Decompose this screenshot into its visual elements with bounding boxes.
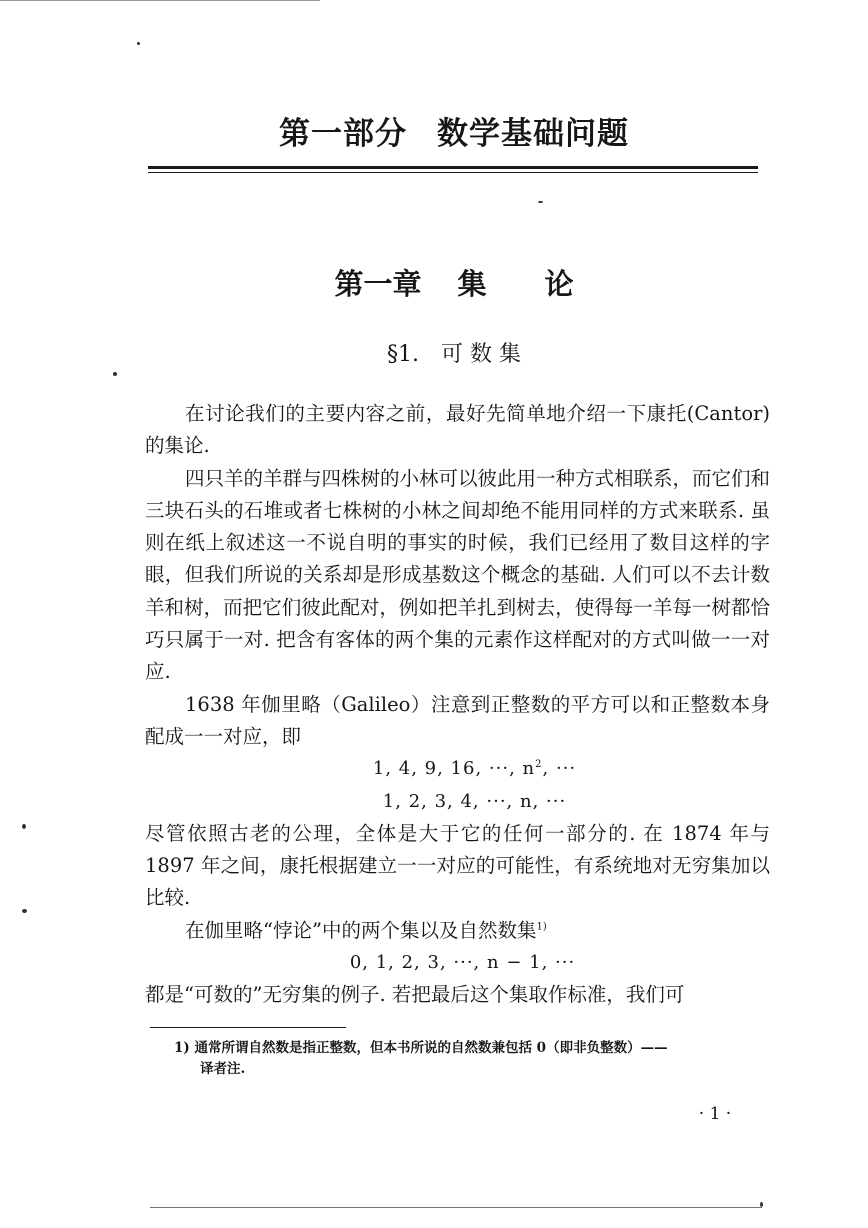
paragraph-paradox-text: 在伽里略“悖论”中的两个集以及自然数集	[185, 918, 537, 942]
scan-edge-bottom	[150, 1207, 762, 1208]
part-title	[150, 108, 758, 153]
footnote-rule	[150, 1027, 346, 1028]
formula-squares	[145, 753, 770, 785]
paragraph-countable: 都是“可数的”无穷集的例子. 若把最后这个集取作标准，我们可	[145, 983, 685, 1007]
paragraph-cantor: 尽管依照古老的公理，全体是大于它的任何一部分的. 在 1874 年与 1897 年之间，康托根据建立一一对应的可能性，有系统地对无穷集加以比较.	[145, 821, 770, 910]
part-title-prefix: 第一部分	[279, 116, 407, 152]
scan-speck	[137, 42, 140, 45]
section-number: §1.	[387, 342, 419, 367]
paragraph-galileo: 1638 年伽里略（Galileo）注意到正整数的平方可以和正整数本身配成一一对应，即	[145, 692, 770, 748]
body-text	[145, 398, 770, 1012]
chapter-title-part1: 第一章	[334, 267, 422, 301]
scan-speck	[113, 372, 117, 376]
scan-speck	[22, 909, 27, 913]
title-rule-thin	[148, 172, 758, 173]
section-label: 可 数 集	[441, 342, 521, 367]
scan-edge-top	[0, 0, 320, 1]
page-number: · 1 ·	[698, 1104, 732, 1124]
scan-speck	[760, 1202, 763, 1207]
section-title	[150, 337, 758, 368]
scan-speck	[22, 824, 26, 829]
footnote	[174, 1038, 774, 1080]
paragraph-sheep-trees: 四只羊的羊群与四株树的小林可以彼此用一种方式相联系，而它们和三块石头的石堆或者七株树的小林之间却绝不能用同样的方式来联系. 虽则在纸上叙述这一不说自明的事实的时候，我们已经用了数目这样的字眼，但我们所说的关系却是形成基数这个概念的基础. 人们可以不去计数羊和树，而把它们彼此配对，例如把羊扎到树去，使得每一羊每一树都恰巧只属于一对. 把含有客体的两个集的元素作这样配对的方式叫做一一对应.	[145, 466, 771, 684]
footnote-reference: 1)	[536, 921, 547, 933]
chapter-title-part2: 集	[457, 267, 487, 301]
chapter-title-part3: 论	[544, 267, 574, 301]
part-title-main: 数学基础问题	[437, 116, 629, 152]
paragraph-paradox	[145, 915, 770, 947]
title-rule-thick	[148, 166, 758, 169]
footnote-text: 通常所谓自然数是指正整数，但本书所说的自然数兼包括 0（即非负整数）——	[194, 1040, 668, 1056]
paragraph-intro: 在讨论我们的主要内容之前，最好先简单地介绍一下康托(Cantor) 的集论.	[145, 402, 770, 458]
chapter-title	[150, 262, 758, 303]
footnote-line2: 译者注.	[200, 1061, 246, 1077]
footnote-line1	[174, 1038, 774, 1059]
formula-squares-pre: 1, 4, 9, 16, ···, n	[372, 758, 536, 780]
scan-speck	[538, 201, 543, 203]
formula-squares-post: , ···	[542, 758, 577, 780]
formula-naturals: 1, 2, 3, 4, ···, n, ···	[382, 790, 567, 812]
formula-with-zero: 0, 1, 2, 3, ···, n − 1, ···	[349, 952, 576, 974]
formula-squares-exponent: 2	[535, 759, 543, 771]
footnote-marker: 1)	[174, 1040, 190, 1056]
